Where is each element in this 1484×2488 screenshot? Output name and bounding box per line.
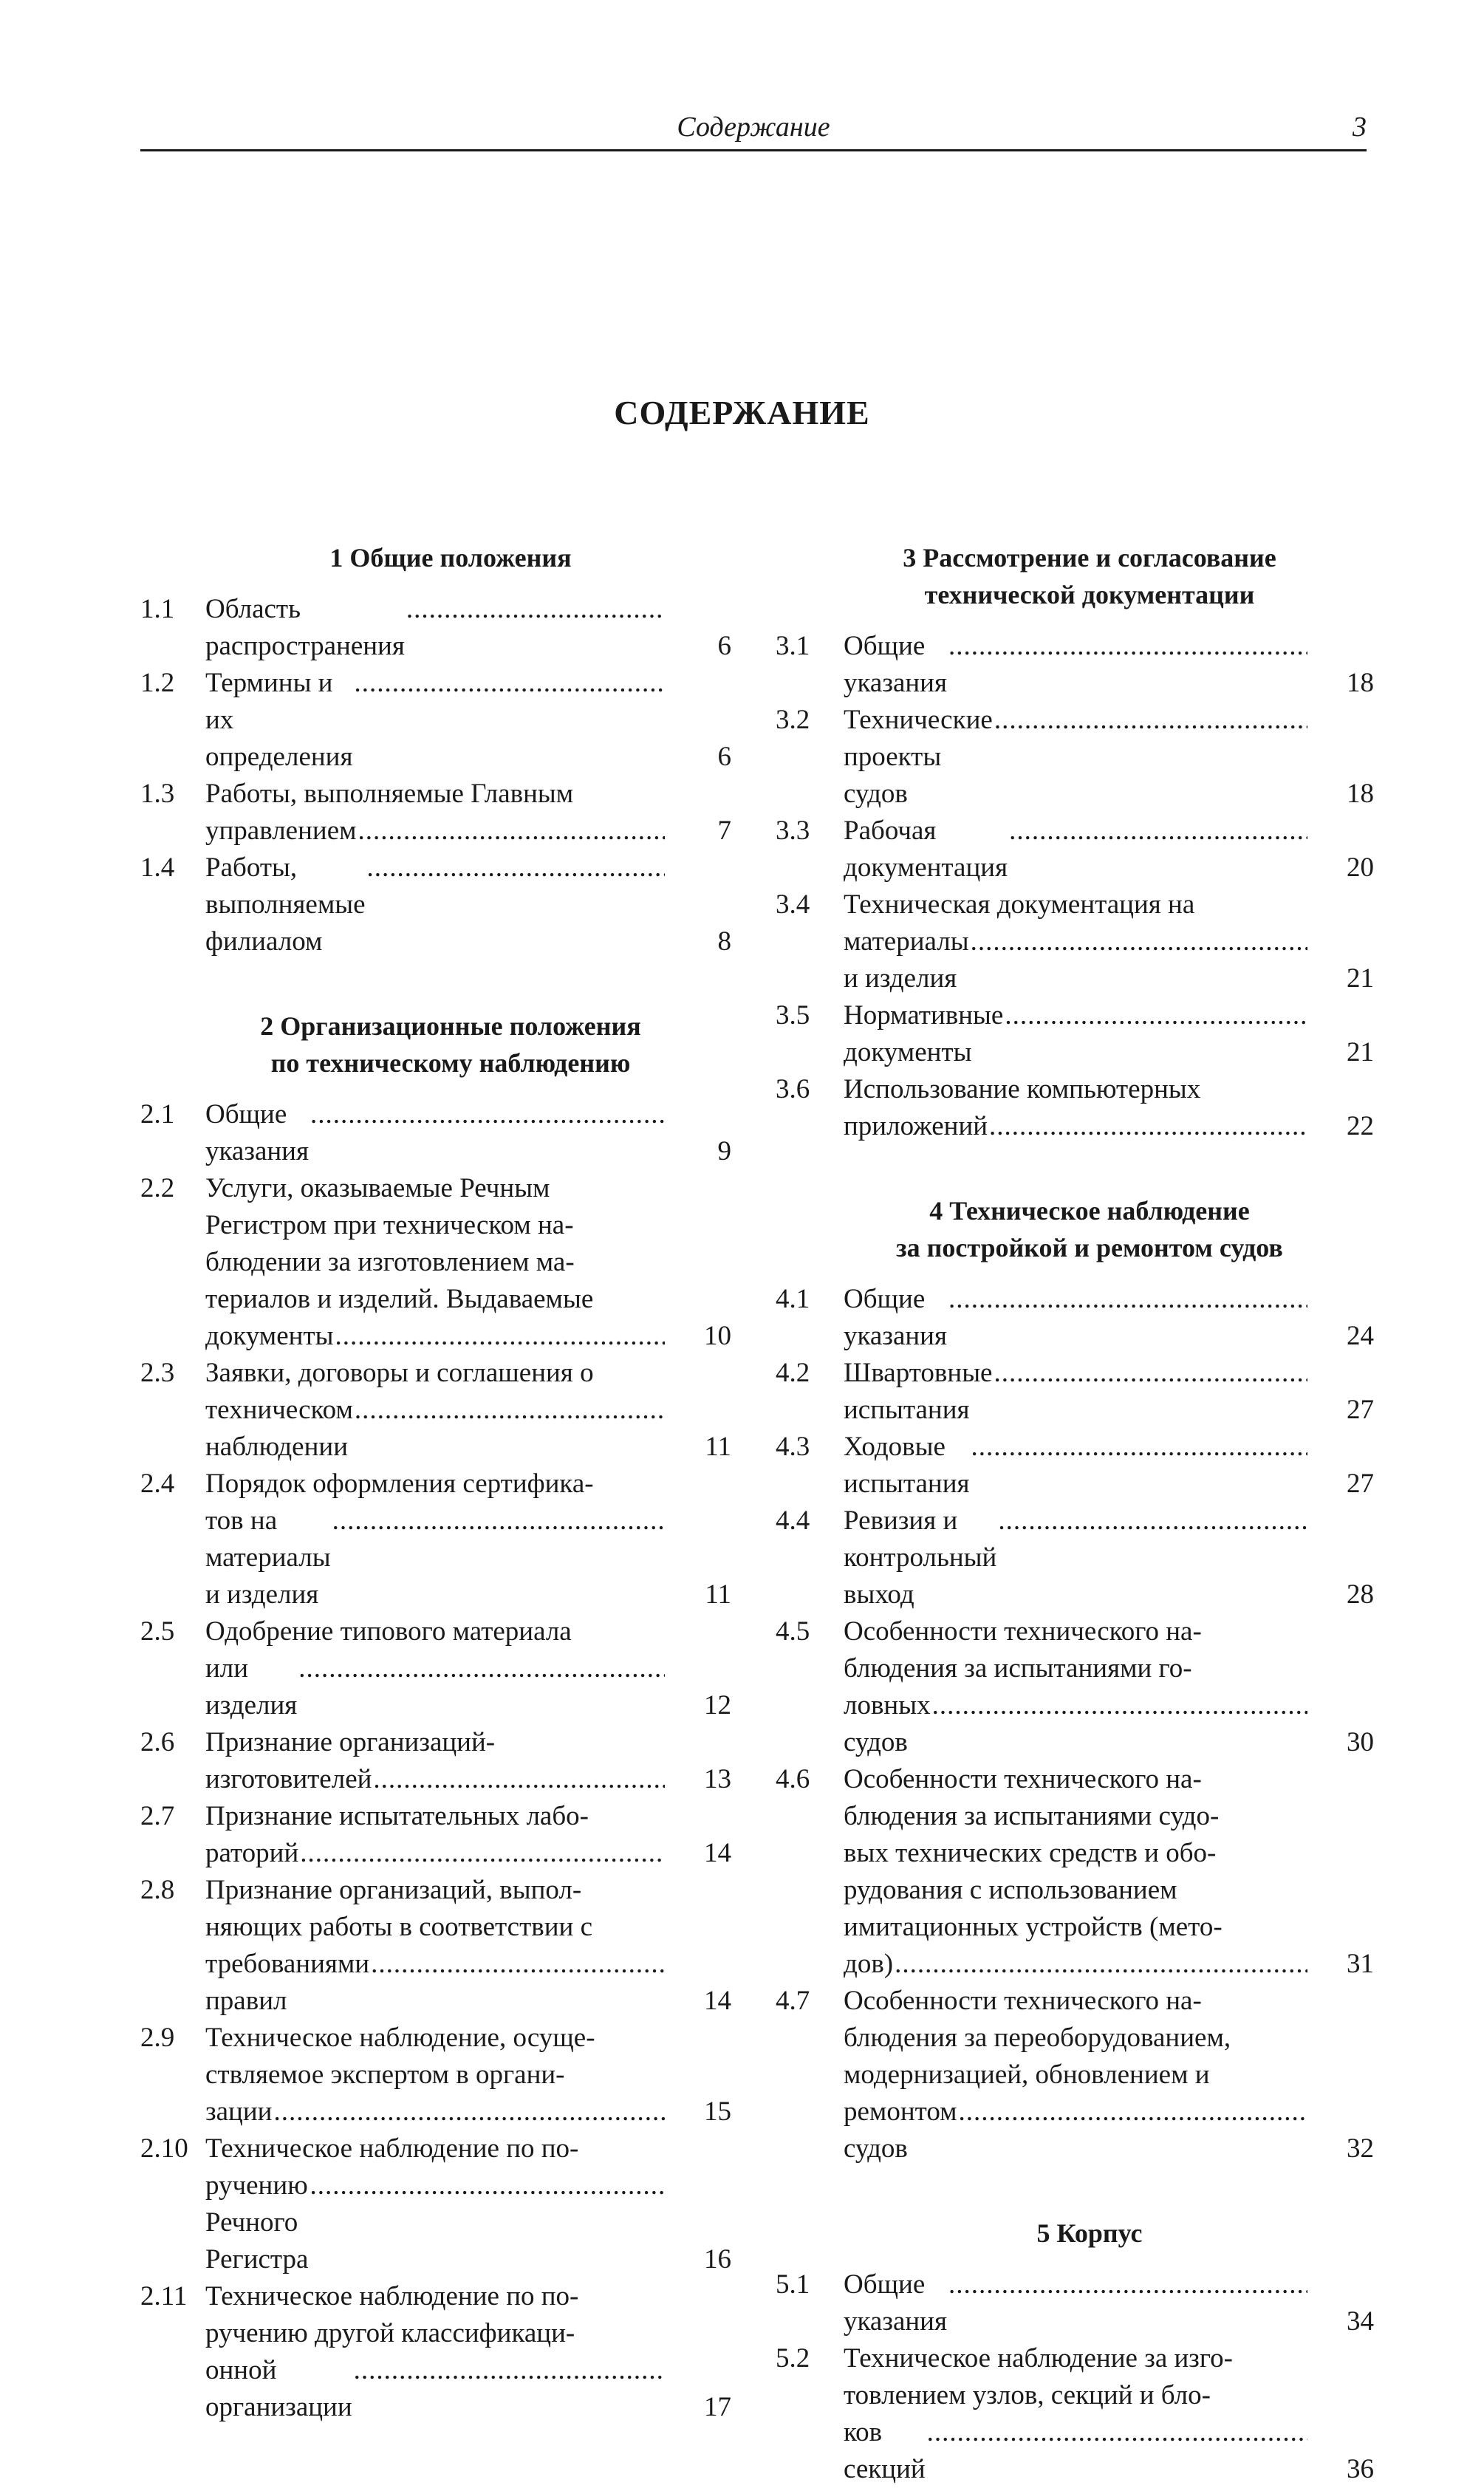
toc-list xyxy=(776,628,1374,1145)
section-title xyxy=(776,539,1374,613)
toc-entry[interactable] xyxy=(776,2340,1374,2488)
toc-entry[interactable] xyxy=(140,1355,731,1466)
toc-entry-line: рудования с использованием xyxy=(844,1875,1177,1905)
toc-entry-number: 3.6 xyxy=(776,1074,810,1104)
dot-leader xyxy=(355,1392,665,1429)
toc-entry-last-line xyxy=(205,591,665,665)
toc-entry-number: 3.4 xyxy=(776,889,810,920)
toc-entry-number: 4.1 xyxy=(776,1284,810,1314)
toc-entry-line: ков секций xyxy=(844,2417,926,2484)
toc-entry-line: Порядок оформления сертифика- xyxy=(205,1469,594,1499)
toc-entry[interactable] xyxy=(140,2020,731,2130)
section-title-line: 2 Организационные положения xyxy=(260,1011,641,1041)
toc-entry-last-line xyxy=(205,1392,665,1466)
toc-entry-number: 1.2 xyxy=(140,668,175,698)
toc-entry-page: 8 xyxy=(717,926,731,957)
dot-leader xyxy=(367,850,665,886)
toc-entry-line: материалы и изделия xyxy=(844,926,969,994)
toc-entry-last-line xyxy=(844,2266,1307,2340)
toc-entry-last-line xyxy=(844,628,1307,702)
toc-entry-page: 15 xyxy=(704,2096,731,2127)
toc-entry-line: Работы, выполняемые Главным xyxy=(205,779,574,809)
section-title-line: по техническому наблюдению xyxy=(270,1048,631,1078)
dot-leader xyxy=(1005,997,1307,1034)
toc-entry-last-line xyxy=(205,2094,665,2130)
toc-entry-last-line xyxy=(844,1108,1307,1145)
toc-entry-text xyxy=(205,776,665,850)
spacer xyxy=(140,576,731,591)
toc-entry[interactable] xyxy=(776,628,1374,702)
toc-entry-text xyxy=(844,702,1307,813)
toc-entry-line: Ревизия и контрольный выход xyxy=(844,1506,997,1610)
toc-entry-page: 13 xyxy=(704,1764,731,1794)
toc-entry-line: ловных судов xyxy=(844,1690,931,1757)
section-title-line: 1 Общие положения xyxy=(329,543,572,573)
toc-entry[interactable] xyxy=(776,997,1374,1071)
toc-entry-text xyxy=(205,1798,665,1872)
toc-entry-line: Особенности технического на- xyxy=(844,1616,1202,1647)
toc-entry-line: онной организации xyxy=(205,2355,352,2422)
toc-entry-number: 2.10 xyxy=(140,2133,188,2164)
toc-section xyxy=(776,2215,1374,2488)
toc-entry[interactable] xyxy=(776,1761,1374,1983)
toc-entry-text xyxy=(844,1503,1307,1613)
toc-entry[interactable] xyxy=(140,1096,731,1170)
toc-entry-last-line xyxy=(205,813,665,850)
toc-entry-number: 2.8 xyxy=(140,1875,175,1905)
toc-entry-last-line xyxy=(844,813,1307,886)
toc-entry-line: блюдения за испытаниями судо- xyxy=(844,1801,1220,1831)
toc-entry-line: Термины и их определения xyxy=(205,668,353,772)
toc-entry-text xyxy=(205,1466,665,1613)
toc-entry-text xyxy=(205,1872,665,2020)
dot-leader xyxy=(959,2094,1307,2130)
toc-entry-text xyxy=(205,1355,665,1466)
toc-entry[interactable] xyxy=(776,702,1374,813)
toc-entry-line: Заявки, договоры и соглашения о xyxy=(205,1358,594,1388)
toc-entry-page: 36 xyxy=(1347,2454,1374,2484)
toc-entry-line: товлением узлов, секций и бло- xyxy=(844,2380,1211,2410)
toc-entry-line: ремонтом судов xyxy=(844,2096,957,2164)
dot-leader xyxy=(310,2167,665,2204)
dot-leader xyxy=(355,665,666,702)
toc-entry[interactable] xyxy=(140,1613,731,1724)
toc-entry[interactable] xyxy=(776,1503,1374,1613)
toc-entry-line: требованиями правил xyxy=(205,1949,370,2016)
toc-entry-page: 10 xyxy=(704,1321,731,1351)
toc-entry-page: 21 xyxy=(1347,1037,1374,1067)
dot-leader xyxy=(332,1503,665,1539)
toc-entry[interactable] xyxy=(776,1613,1374,1761)
toc-entry-text xyxy=(844,886,1307,997)
toc-entry-line: зации xyxy=(205,2096,273,2127)
toc-entry-text xyxy=(205,591,665,665)
toc-entry-line: ручению другой классификаци- xyxy=(205,2318,575,2348)
toc-entry-line: Признание организаций, выпол- xyxy=(205,1875,582,1905)
section-title-line: 3 Рассмотрение и согласование xyxy=(903,543,1276,573)
toc-entry-line: техническом наблюдении xyxy=(205,1395,353,1462)
toc-entry-line: блюдения за испытаниями го- xyxy=(844,1653,1192,1684)
toc-entry-line: Техническое наблюдение по по- xyxy=(205,2133,579,2164)
toc-entry-line: тов на материалы и изделия xyxy=(205,1506,331,1610)
spacer xyxy=(776,613,1374,628)
toc-entry-number: 2.7 xyxy=(140,1801,175,1831)
section-title-line: 4 Техническое наблюдение xyxy=(929,1196,1250,1226)
toc-entry-line: териалов и изделий. Выдаваемые xyxy=(205,1284,594,1314)
dot-leader xyxy=(298,1650,665,1687)
toc-entry-line: Использование компьютерных xyxy=(844,1074,1201,1104)
toc-entry-line: Признание организаций- xyxy=(205,1727,496,1757)
toc-entry-last-line xyxy=(205,1096,665,1170)
toc-entry-line: Общие указания xyxy=(844,1284,947,1351)
toc-entry-line: Работы, выполняемые филиалом xyxy=(205,852,366,957)
toc-entry-page: 6 xyxy=(717,742,731,772)
toc-entry-page: 14 xyxy=(704,1838,731,1868)
dot-leader xyxy=(998,1503,1307,1539)
toc-entry-last-line xyxy=(844,2094,1307,2167)
page-number: 3 xyxy=(1353,112,1367,143)
toc-entry[interactable] xyxy=(776,1071,1374,1145)
dot-leader xyxy=(371,1946,665,1983)
toc-entry-number: 5.1 xyxy=(776,2269,810,2300)
toc-entry-last-line xyxy=(844,2414,1307,2488)
toc-entry-page: 6 xyxy=(717,631,731,661)
toc-entry-line: ручению Речного Регистра xyxy=(205,2170,309,2275)
dot-leader xyxy=(895,1946,1307,1983)
toc-entry[interactable] xyxy=(140,850,731,960)
dot-leader xyxy=(927,2414,1307,2451)
toc-entry-text xyxy=(205,850,665,960)
toc-list xyxy=(776,2266,1374,2488)
toc-entry-number: 2.3 xyxy=(140,1358,175,1388)
toc-entry-page: 9 xyxy=(717,1136,731,1166)
toc-entry-text xyxy=(844,813,1307,886)
toc-entry-line: модернизацией, обновлением и xyxy=(844,2060,1210,2090)
toc-entry-page: 21 xyxy=(1347,963,1374,994)
page-title: СОДЕРЖАНИЕ xyxy=(614,394,870,431)
dot-leader xyxy=(310,1096,665,1133)
toc-entry[interactable] xyxy=(776,1983,1374,2167)
dot-leader xyxy=(994,702,1307,739)
toc-section xyxy=(776,539,1374,1145)
toc-entry[interactable] xyxy=(140,1724,731,1798)
toc-entry[interactable] xyxy=(776,1355,1374,1429)
toc-section xyxy=(140,1008,731,2426)
toc-entry-last-line xyxy=(205,2352,665,2426)
toc-list xyxy=(140,591,731,960)
toc-entry[interactable] xyxy=(140,2130,731,2278)
toc-entry-text xyxy=(205,1613,665,1724)
toc-entry-number: 2.6 xyxy=(140,1727,175,1757)
toc-entry-line: Одобрение типового материала xyxy=(205,1616,572,1647)
dot-leader xyxy=(354,2352,665,2389)
toc-entry-last-line xyxy=(844,1687,1307,1761)
toc-entry[interactable] xyxy=(140,1466,731,1613)
toc-entry-line: Признание испытательных лабо- xyxy=(205,1801,589,1831)
toc-entry-line: вых технических средств и обо- xyxy=(844,1838,1217,1868)
toc-section xyxy=(776,1192,1374,2167)
toc-left-column xyxy=(140,539,731,2426)
toc-entry-text xyxy=(844,628,1307,702)
dot-leader xyxy=(989,1108,1307,1145)
dot-leader xyxy=(406,591,665,628)
toc-entry[interactable] xyxy=(140,776,731,850)
toc-entry-text xyxy=(844,2266,1307,2340)
toc-entry-last-line xyxy=(205,1650,665,1724)
toc-entry-text xyxy=(205,2020,665,2130)
dot-leader xyxy=(994,1355,1307,1392)
toc-entry-line: Технические проекты судов xyxy=(844,705,993,809)
toc-entry-line: изготовителей xyxy=(205,1764,372,1794)
spacer xyxy=(140,1081,731,1096)
toc-entry-line: Рабочая документация xyxy=(844,816,1008,883)
toc-entry-text xyxy=(205,1096,665,1170)
toc-entry-page: 24 xyxy=(1347,1321,1374,1351)
toc-entry[interactable] xyxy=(140,1798,731,1872)
toc-entry-text xyxy=(205,2278,665,2426)
toc-entry-line: Техническое наблюдение за изго- xyxy=(844,2343,1233,2373)
toc-entry-line: Услуги, оказываемые Речным xyxy=(205,1173,550,1203)
toc-entry-line: блюдения за переоборудованием, xyxy=(844,2023,1231,2053)
section-title-line: технической документации xyxy=(924,580,1255,609)
toc-entry-text xyxy=(844,1429,1307,1503)
toc-entry-number: 5.2 xyxy=(776,2343,810,2373)
section-title xyxy=(776,1192,1374,1266)
toc-entry-page: 16 xyxy=(704,2244,731,2275)
toc-list xyxy=(140,1096,731,2426)
toc-entry-page: 11 xyxy=(705,1579,731,1610)
toc-entry-number: 1.3 xyxy=(140,779,175,809)
toc-entry-number: 4.7 xyxy=(776,1986,810,2016)
section-title-line: за постройкой и ремонтом судов xyxy=(896,1233,1283,1262)
section-title xyxy=(776,2215,1374,2252)
dot-leader xyxy=(373,1761,665,1798)
toc-entry-text xyxy=(844,1071,1307,1145)
running-head xyxy=(140,108,1367,151)
toc-entry-line: Область распространения xyxy=(205,594,405,661)
toc-entry-line: Особенности технического на- xyxy=(844,1764,1202,1794)
toc-entry-line: Швартовные испытания xyxy=(844,1358,993,1425)
toc-entry-number: 4.5 xyxy=(776,1616,810,1647)
toc-entry-last-line xyxy=(205,850,665,960)
toc-entry-text xyxy=(844,997,1307,1071)
toc-entry[interactable] xyxy=(140,1872,731,2020)
toc-entry-number: 2.1 xyxy=(140,1099,175,1129)
toc-entry-last-line xyxy=(205,665,665,776)
toc-entry-text xyxy=(205,665,665,776)
toc-entry-page: 11 xyxy=(705,1432,731,1462)
dot-leader xyxy=(971,1429,1307,1466)
toc-entry-line: Общие указания xyxy=(844,2269,947,2337)
toc-entry-number: 2.5 xyxy=(140,1616,175,1647)
toc-section xyxy=(140,539,731,960)
toc-entry[interactable] xyxy=(140,2278,731,2426)
toc-entry-page: 31 xyxy=(1347,1949,1374,1979)
toc-list xyxy=(776,1281,1374,2167)
toc-entry-number: 3.3 xyxy=(776,816,810,846)
toc-entry-page: 18 xyxy=(1347,668,1374,698)
toc-entry-number: 2.2 xyxy=(140,1173,175,1203)
toc-entry-line: имитационных устройств (мето- xyxy=(844,1912,1223,1942)
toc-entry-number: 4.6 xyxy=(776,1764,810,1794)
dot-leader xyxy=(1009,813,1307,850)
toc-entry-last-line xyxy=(844,923,1307,997)
toc-entry-number: 3.2 xyxy=(776,705,810,735)
toc-entry-number: 2.11 xyxy=(140,2281,188,2311)
toc-entry-line: Общие указания xyxy=(205,1099,309,1166)
toc-entry-number: 3.1 xyxy=(776,631,810,661)
dot-leader xyxy=(948,2266,1307,2303)
toc-entry-last-line xyxy=(844,1281,1307,1355)
toc-entry-line: Техническое наблюдение по по- xyxy=(205,2281,579,2311)
toc-entry-line: няющих работы в соответствии с xyxy=(205,1912,592,1942)
toc-entry-line: управлением xyxy=(205,816,357,846)
toc-entry-number: 4.3 xyxy=(776,1432,810,1462)
dot-leader xyxy=(273,2094,665,2130)
toc-entry-last-line xyxy=(844,1503,1307,1613)
toc-entry[interactable] xyxy=(776,1281,1374,1355)
toc-entry-text xyxy=(844,2340,1307,2488)
toc-entry-text xyxy=(844,1355,1307,1429)
toc-entry-page: 27 xyxy=(1347,1469,1374,1499)
toc-entry-number: 4.4 xyxy=(776,1506,810,1536)
toc-entry-text xyxy=(205,1170,665,1355)
toc-entry-page: 14 xyxy=(704,1986,731,2016)
toc-entry-line: Техническое наблюдение, осуще- xyxy=(205,2023,595,2053)
toc-entry[interactable] xyxy=(776,886,1374,997)
toc-entry-number: 1.1 xyxy=(140,594,175,624)
toc-entry-last-line xyxy=(844,997,1307,1071)
toc-entry-line: Ходовые испытания xyxy=(844,1432,970,1499)
toc-entry-page: 28 xyxy=(1347,1579,1374,1610)
dot-leader xyxy=(948,628,1307,665)
toc-entry-page: 20 xyxy=(1347,852,1374,883)
toc-entry-text xyxy=(844,1281,1307,1355)
toc-entry-line: блюдении за изготовлением ма- xyxy=(205,1247,575,1277)
toc-entry-line: Регистром при техническом на- xyxy=(205,1210,574,1240)
toc-entry-page: 27 xyxy=(1347,1395,1374,1425)
toc-right-column xyxy=(776,539,1374,2488)
toc-entry-line: раторий xyxy=(205,1838,299,1868)
toc-entry-last-line xyxy=(844,1946,1307,1983)
running-title: Содержание xyxy=(677,112,830,143)
toc-entry-line: приложений xyxy=(844,1111,988,1141)
toc-entry-number: 2.9 xyxy=(140,2023,175,2053)
toc-entry-line: документы xyxy=(205,1321,334,1351)
toc-entry-last-line xyxy=(844,702,1307,813)
toc-entry-last-line xyxy=(205,2167,665,2278)
toc-entry-page: 32 xyxy=(1347,2133,1374,2164)
toc-entry-line: или изделия xyxy=(205,1653,298,1720)
toc-entry-text xyxy=(844,1761,1307,1983)
toc-entry-last-line xyxy=(205,1318,665,1355)
toc-entry[interactable] xyxy=(140,665,731,776)
toc-entry-number: 3.5 xyxy=(776,1000,810,1031)
toc-entry-text xyxy=(205,1724,665,1798)
toc-entry-line: Техническая документация на xyxy=(844,889,1195,920)
toc-entry[interactable] xyxy=(140,591,731,665)
toc-entry-text xyxy=(844,1983,1307,2167)
toc-entry-line: Общие указания xyxy=(844,631,947,698)
dot-leader xyxy=(948,1281,1307,1318)
toc-entry-last-line xyxy=(205,1761,665,1798)
toc-entry[interactable] xyxy=(776,1429,1374,1503)
dot-leader xyxy=(932,1687,1307,1724)
toc-entry-page: 12 xyxy=(704,1690,731,1720)
toc-entry-last-line xyxy=(205,1503,665,1613)
toc-entry-last-line xyxy=(844,1355,1307,1429)
toc-entry-number: 2.4 xyxy=(140,1469,175,1499)
toc-entry-last-line xyxy=(844,1429,1307,1503)
toc-entry-line: Особенности технического на- xyxy=(844,1986,1202,2016)
dot-leader xyxy=(300,1835,665,1872)
dot-leader xyxy=(335,1318,665,1355)
spacer xyxy=(776,2252,1374,2266)
toc-entry[interactable] xyxy=(140,1170,731,1355)
toc-entry-last-line xyxy=(205,1946,665,2020)
toc-entry-page: 18 xyxy=(1347,779,1374,809)
toc-entry-page: 22 xyxy=(1347,1111,1374,1141)
toc-entry-page: 34 xyxy=(1347,2306,1374,2337)
toc-entry-page: 7 xyxy=(717,816,731,846)
toc-entry-text xyxy=(205,2130,665,2278)
dot-leader xyxy=(971,923,1307,960)
toc-entry-line: Нормативные документы xyxy=(844,1000,1004,1067)
section-title-line: 5 Корпус xyxy=(1036,2218,1143,2248)
toc-entry-page: 17 xyxy=(704,2392,731,2422)
toc-entry-number: 4.2 xyxy=(776,1358,810,1388)
toc-entry-line: дов) xyxy=(844,1949,894,1979)
toc-entry-page: 30 xyxy=(1347,1727,1374,1757)
toc-entry-line: ствляемое экспертом в органи- xyxy=(205,2060,565,2090)
toc-entry-text xyxy=(844,1613,1307,1761)
dot-leader xyxy=(358,813,665,850)
spacer xyxy=(776,1266,1374,1281)
section-title xyxy=(140,539,731,576)
toc-entry[interactable] xyxy=(776,2266,1374,2340)
section-title xyxy=(140,1008,731,1081)
toc-entry[interactable] xyxy=(776,813,1374,886)
toc-entry-number: 1.4 xyxy=(140,852,175,883)
toc-entry-last-line xyxy=(205,1835,665,1872)
